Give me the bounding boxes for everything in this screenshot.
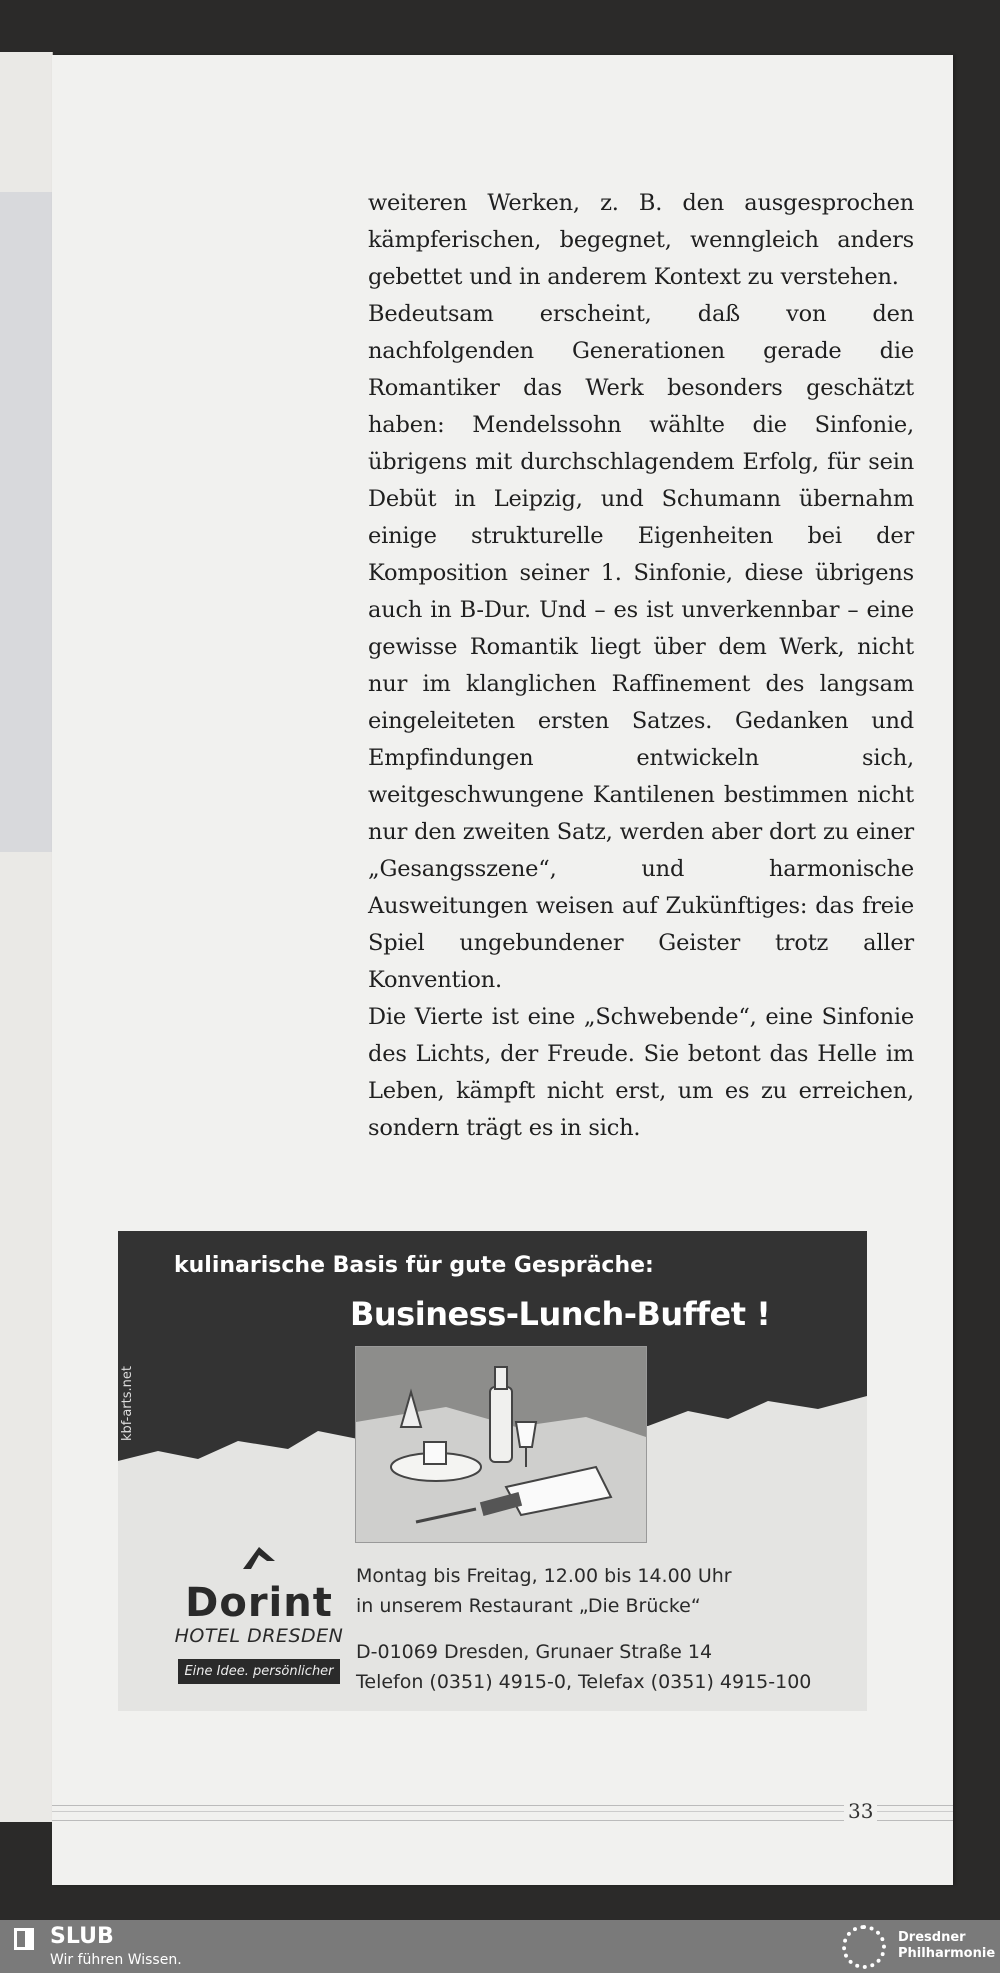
paragraph: weiteren Werken, z. B. den ausgesprochen kämpferischen, begegnet, wenngleich anders gebettet und in anderem Kontext zu verstehen.	[368, 190, 914, 290]
philharmonie-logo-icon	[842, 1925, 886, 1969]
philharmonie-name-line1: Dresdner	[898, 1930, 966, 1945]
ad-contact-info	[356, 1561, 811, 1697]
philharmonie-name-line2: Philharmonie	[898, 1946, 996, 1961]
dorint-subtitle: HOTEL DRESDEN	[174, 1625, 344, 1647]
document-page	[52, 55, 953, 1885]
philharmonie-name	[898, 1930, 995, 1962]
lunch-illustration	[355, 1346, 647, 1543]
dorint-slogan: Eine Idee. persönlicher	[178, 1659, 339, 1684]
ad-address: D-01069 Dresden, Grunaer Straße 14	[356, 1641, 713, 1663]
page-rule	[52, 1805, 953, 1821]
paragraph: Die Vierte ist eine „Schwebende“, eine Sinfonie des Lichts, der Freude. Sie betont das Helle im Leben, kämpft nicht erst, um es zu erreichen, sondern trägt es in sich.	[368, 1004, 914, 1141]
facing-page-image-bleed	[0, 192, 52, 852]
dorint-mark-icon	[237, 1539, 281, 1577]
dorint-logo	[174, 1539, 344, 1684]
ad-phone: Telefon (0351) 4915-0, Telefax (0351) 4915-100	[356, 1671, 812, 1693]
ad-headline: kulinarische Basis für gute Gespräche:	[174, 1253, 654, 1278]
slub-tagline: Wir führen Wissen.	[50, 1952, 182, 1968]
ad-title: Business-Lunch-Buffet !	[350, 1295, 771, 1333]
dorint-wordmark: Dorint	[185, 1580, 333, 1626]
slub-name: SLUB	[50, 1924, 114, 1949]
facing-page-edge	[0, 52, 53, 1822]
dorint-advertisement	[118, 1231, 867, 1711]
ad-credit: kbf-arts.net	[120, 1366, 135, 1441]
viewer-footer-bar	[0, 1920, 1000, 1973]
ad-restaurant: in unserem Restaurant „Die Brücke“	[356, 1595, 701, 1617]
page-number: 33	[844, 1799, 877, 1823]
ad-hours: Montag bis Freitag, 12.00 bis 14.00 Uhr	[356, 1565, 732, 1587]
slub-logo-icon	[14, 1928, 34, 1950]
paragraph: Bedeutsam erscheint, daß von den nachfolgenden Generationen gerade die Romantiker das Werk besonders geschätzt haben: Mendelssohn wählte die Sinfonie, übrigens mit durchschlagendem Erfolg, für sein Debüt in Leipzig, und Schumann übernahm einige strukturelle Eigenheiten bei der Komposition seiner 1. Sinfonie, diese übrigens auch in B-Dur. Und – es ist unverkennbar – eine gewisse Romantik liegt über dem Werk, nicht nur im klanglichen Raffinement des langsam eingeleiteten ersten Satzes. Gedanken und Empfindungen entwickeln sich, weitgeschwungene Kantilenen bestimmen nicht nur den zweiten Satz, werden aber dort zu einer „Gesangsszene“, und harmonische Ausweitungen weisen auf Zukünftiges: das freie Spiel ungebundener Geister trotz aller Konvention.	[368, 301, 914, 993]
article-body	[368, 185, 914, 1147]
